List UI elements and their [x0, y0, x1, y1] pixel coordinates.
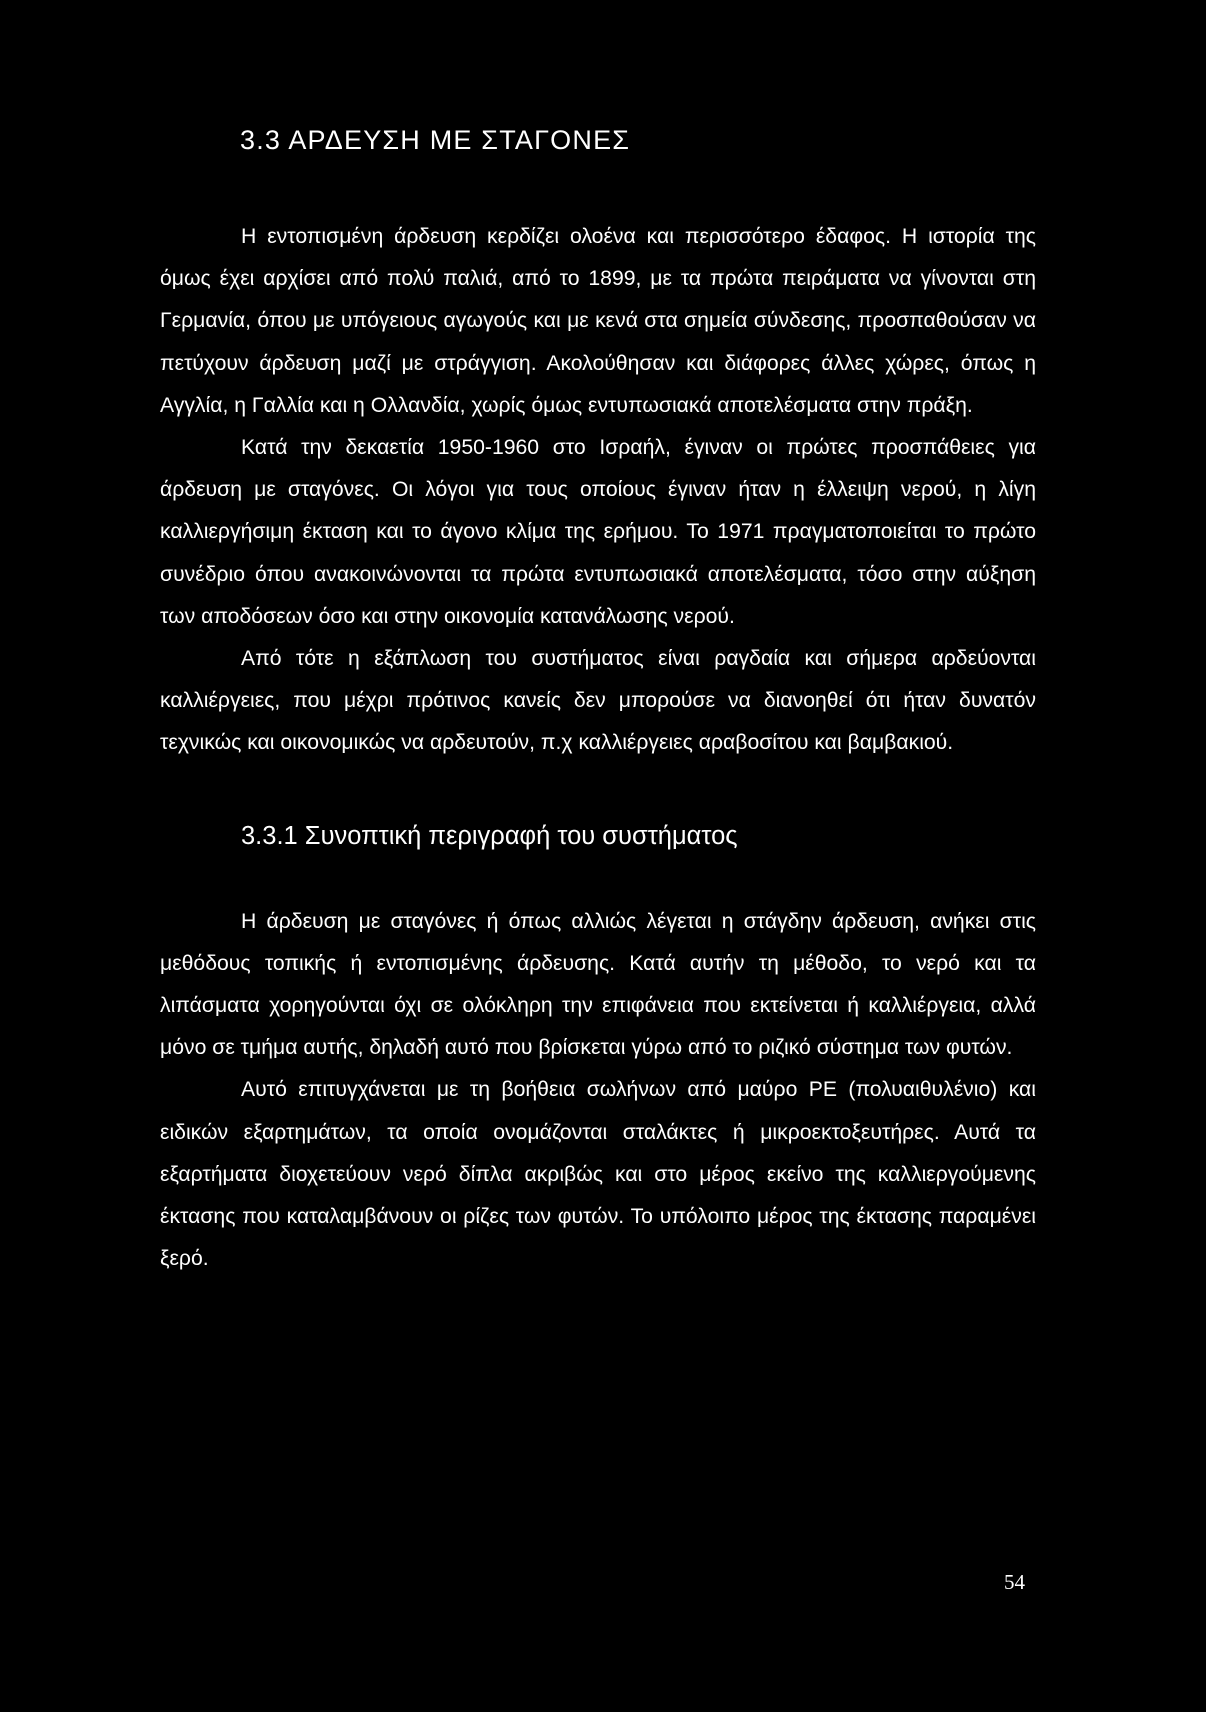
- paragraph-expansion: Από τότε η εξάπλωση του συστήματος είναι ραγδαία και σήμερα αρδεύονται καλλιέργειες, που μέχρι πρότινος κανείς δεν μπορούσε να διανοηθεί ότι ήταν δυνατόν τεχνικώς και οικονομικώς να αρδευτούν, π.χ καλλιέργειες αραβοσίτου και βαμβακιού.: [160, 647, 1036, 755]
- paragraph-israel: Κατά την δεκαετία 1950-1960 στο Ισραήλ, έγιναν οι πρώτες προσπάθειες για άρδευση με σταγόνες. Οι λόγοι για τους οποίους έγιναν ήταν η έλλειψη νερού, η λίγη καλλιεργήσιμη έκταση και το άγονο κλίμα της ερήμου. Το 1971 πραγματοποιείται το πρώτο συνέδριο όπου ανακοινώνονται τα πρώτα εντυπωσιακά αποτελέσματα, τόσο στην αύξηση των αποδόσεων όσο και στην οικονομία κατανάλωσης νερού.: [160, 436, 1036, 628]
- paragraph-equipment: Αυτό επιτυγχάνεται με τη βοήθεια σωλήνων από μαύρο PE (πολυαιθυλένιο) και ειδικών εξαρτημάτων, τα οποία ονομάζονται σταλάκτες ή μικροεκτοξευτήρες. Αυτά τα εξαρτήματα διοχετεύουν νερό δίπλα ακριβώς και στο μέρος εκείνο της καλλιεργούμενης έκτασης που καταλαμβάνουν οι ρίζες των φυτών. Το υπόλοιπο μέρος της έκτασης παραμένει ξερό.: [160, 1078, 1036, 1271]
- paragraph-history: Η εντοπισμένη άρδευση κερδίζει ολοένα και περισσότερο έδαφος. Η ιστορία της όμως έχει αρχίσει από πολύ παλιά, από το 1899, με τα πρώτα πειράματα να γίνονται στη Γερμανία, όπου με υπόγειους αγωγούς και με κενά στα σημεία σύνδεσης, προσπαθούσαν να πετύχουν άρδευση μαζί με στράγγιση. Ακολούθησαν και διάφορες άλλες χώρες, όπως η Αγγλία, η Γαλλία και η Ολλανδία, χωρίς όμως εντυπωσιακά αποτελέσματα στην πράξη.: [160, 225, 1036, 417]
- page-number: 54: [1004, 1570, 1025, 1594]
- paragraph-method: Η άρδευση με σταγόνες ή όπως αλλιώς λέγεται η στάγδην άρδευση, ανήκει στις μεθόδους τοπικής ή εντοπισμένης άρδευσης. Κατά αυτήν τη μέθοδο, το νερό και τα λιπάσματα χορηγούνται όχι σε ολόκληρη την επιφάνεια που εκτείνεται ή καλλιέργεια, αλλά μόνο σε τμήμα αυτής, δηλαδή αυτό που βρίσκεται γύρω από το ριζικό σύστημα των φυτών.: [160, 909, 1036, 1060]
- section-title: 3.3 ΑΡΔΕΥΣΗ ΜΕ ΣΤΑΓΟΝΕΣ: [240, 125, 631, 155]
- subsection-title: 3.3.1 Συνοπτική περιγραφή του συστήματος: [241, 821, 738, 850]
- page-content: [160, 124, 1036, 1280]
